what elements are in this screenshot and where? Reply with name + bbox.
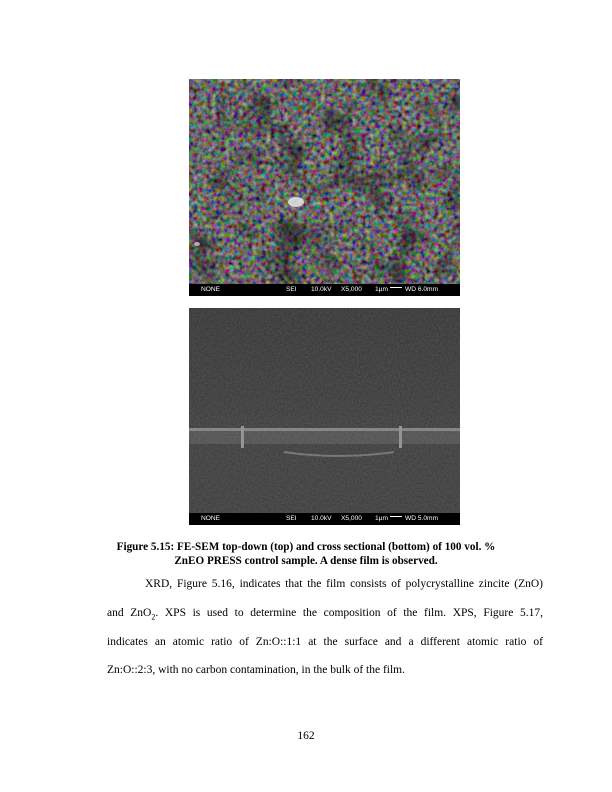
databar-mode: SEI [286,515,297,522]
subscript-2: 2 [151,612,156,622]
sem-cross-section-image [189,308,460,525]
databar-magnification: X5,000 [341,286,362,293]
figure-caption-line-2: ZnEO PRESS control sample. A dense film is observed. [174,554,438,567]
sem-top-down-micrograph [189,79,460,284]
databar-detector: NONE [201,515,221,522]
sem-top-databar [189,284,460,296]
body-text-line-4: Zn:O::2:3, with no carbon contamination, in the bulk of the film. [107,664,405,676]
body-text-line-3: indicates an atomic ratio of Zn:O::1:1 at the surface and a different atomic ratio of [107,636,543,648]
databar-scale: 1µm [375,515,388,522]
sem-bottom-databar [189,513,460,525]
databar-magnification: X5,000 [341,515,362,522]
databar-scale: 1µm [375,286,388,293]
body-text-line-2a: and ZnO [107,607,152,619]
figure-caption-line-1: Figure 5.15: FE-SEM top-down (top) and cross sectional (bottom) of 100 vol. % [116,541,496,553]
databar-voltage: 10.0kV [311,515,332,522]
sem-top-down-image [189,79,460,296]
databar-voltage: 10.0kV [311,286,332,293]
databar-working-distance: WD 5.0mm [405,515,438,522]
databar-detector: NONE [201,286,221,293]
sem-cross-section-micrograph [189,308,460,513]
scale-bar [390,287,402,288]
databar-mode: SEI [286,286,297,293]
page-number: 162 [297,730,315,742]
body-text-line-2 [107,606,543,624]
databar-working-distance: WD 6.0mm [405,286,438,293]
body-text-line-2b: . XPS is used to determine the composition of the film. XPS, Figure 5.17, [155,607,544,619]
scale-bar [390,516,402,517]
body-text-line-1: XRD, Figure 5.16, indicates that the film consists of polycrystalline zincite (ZnO) [145,578,543,590]
figure-caption [100,541,512,568]
